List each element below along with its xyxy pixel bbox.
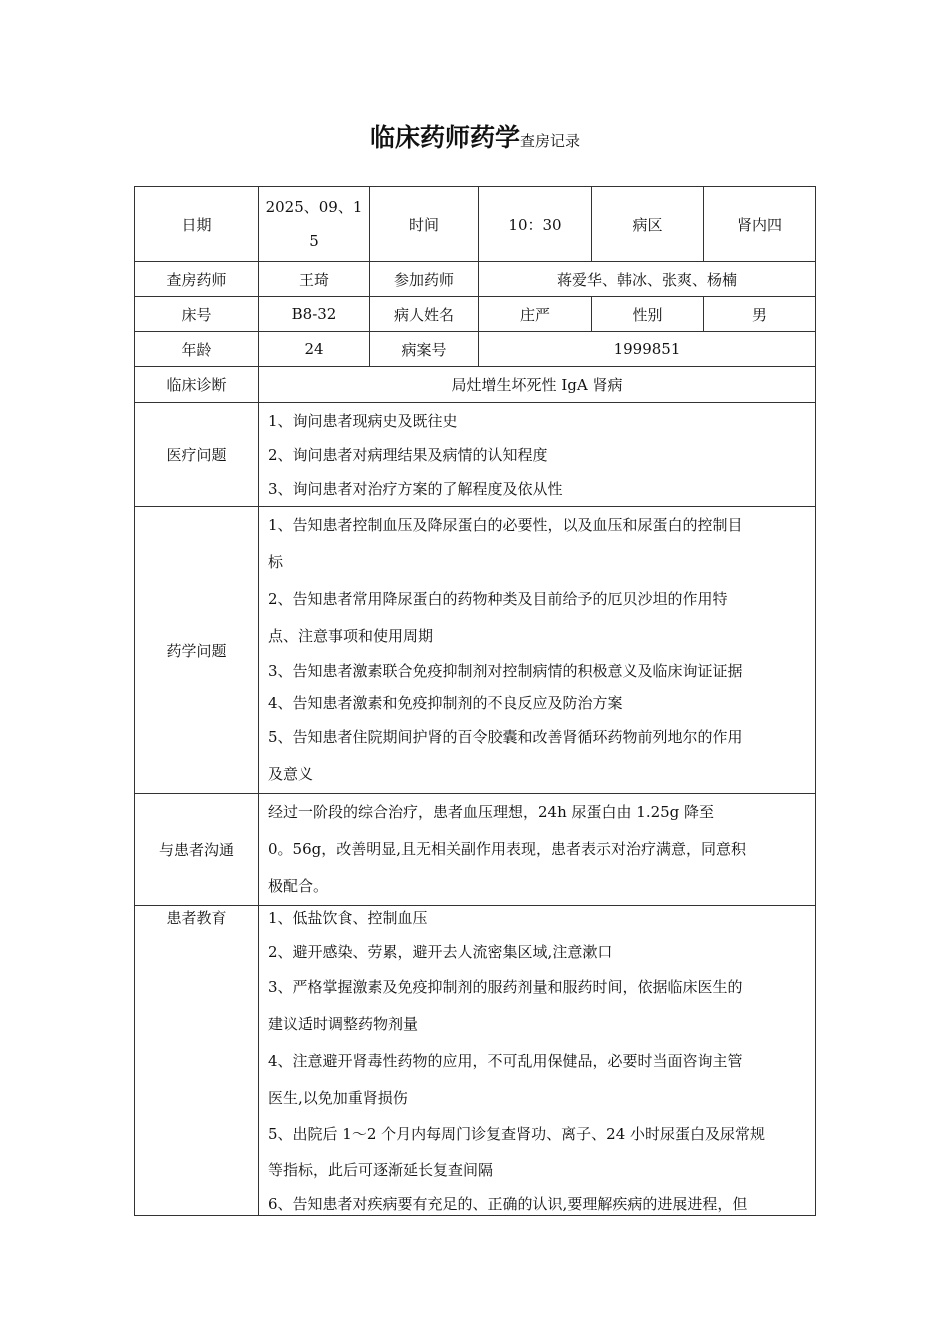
document-title (0, 118, 950, 161)
pharmacist-label: 查房药师 (135, 262, 259, 297)
bed-value: B8-32 (259, 297, 370, 332)
age-label: 年龄 (135, 332, 259, 367)
pharmacy-line: 4、告知患者激素和免疫抑制剂的不良反应及防治方案 (268, 694, 623, 712)
pharmacy-line: 5、告知患者住院期间护肾的百令胶囊和改善肾循环药物前列地尔的作用 (268, 728, 743, 746)
sex-label: 性别 (592, 297, 704, 332)
medical-line: 1、询问患者现病史及既往史 (268, 411, 458, 430)
row-communication (135, 794, 816, 906)
pharmacy-line: 及意义 (268, 765, 314, 783)
medical-issues-content (259, 403, 816, 507)
row-diagnosis (135, 367, 816, 403)
ward-label: 病区 (592, 187, 704, 262)
bed-label: 床号 (135, 297, 259, 332)
education-line: 医生,以免加重肾损伤 (268, 1089, 408, 1107)
pharmacy-line: 2、告知患者常用降尿蛋白的药物种类及目前给予的厄贝沙坦的作用特 (268, 590, 728, 608)
patient-name-label: 病人姓名 (370, 297, 479, 332)
ward-value: 肾内四 (704, 187, 816, 262)
time-value: 10：30 (479, 187, 592, 262)
date-label: 日期 (135, 187, 259, 262)
pharmacy-issues-content (259, 507, 816, 794)
age-value: 24 (259, 332, 370, 367)
row-pharmacist (135, 262, 816, 297)
patient-education-label: 患者教育 (135, 906, 259, 1216)
time-label: 时间 (370, 187, 479, 262)
date-value: 2025、09、1 5 (259, 187, 370, 262)
medical-issues-label: 医疗问题 (135, 403, 259, 507)
row-age (135, 332, 816, 367)
row-bed (135, 297, 816, 332)
diagnosis-value: 局灶增生坏死性 IgA 肾病 (259, 367, 816, 403)
patient-name-value: 庄严 (479, 297, 592, 332)
medical-line: 3、询问患者对治疗方案的了解程度及依从性 (268, 479, 563, 498)
pharmacy-line: 点、注意事项和使用周期 (268, 627, 434, 645)
patient-education-content (259, 906, 816, 1216)
pharmacist-value: 王琦 (259, 262, 370, 297)
education-line: 5、出院后 1～2 个月内每周门诊复查肾功、离子、24 小时尿蛋白及尿常规 (268, 1125, 766, 1143)
medical-line: 2、询问患者对病理结果及病情的认知程度 (268, 445, 548, 464)
education-line: 6、告知患者对疾病要有充足的、正确的认识,要理解疾病的进展进程，但 (268, 1195, 748, 1213)
row-date (135, 187, 816, 262)
communication-line: 极配合。 (268, 877, 329, 895)
row-pharmacy-issues (135, 507, 816, 794)
education-line: 3、严格掌握激素及免疫抑制剂的服药剂量和服药时间，依据临床医生的 (268, 978, 743, 996)
participants-label: 参加药师 (370, 262, 479, 297)
row-medical-issues (135, 403, 816, 507)
pharmacy-line: 1、告知患者控制血压及降尿蛋白的必要性，以及血压和尿蛋白的控制目 (268, 516, 743, 534)
education-line: 2、避开感染、劳累，避开去人流密集区域,注意漱口 (268, 943, 613, 961)
title-suffix: 查房记录 (520, 132, 581, 150)
communication-content (259, 794, 816, 906)
pharmacy-issues-label: 药学问题 (135, 507, 259, 794)
row-patient-education (135, 906, 816, 1216)
pharmacy-line: 3、告知患者激素联合免疫抑制剂对控制病情的积极意义及临床询证证据 (268, 662, 743, 680)
education-line: 建议适时调整药物剂量 (268, 1015, 419, 1033)
communication-line: 经过一阶段的综合治疗，患者血压理想，24h 尿蛋白由 1.25g 降至 (268, 803, 715, 821)
record-number-label: 病案号 (370, 332, 479, 367)
rounds-record-table (134, 186, 816, 1216)
participants-value: 蒋爱华、韩冰、张爽、杨楠 (479, 262, 816, 297)
pharmacy-line: 标 (268, 553, 284, 571)
title-main: 临床药师药学 (369, 123, 520, 152)
communication-label: 与患者沟通 (135, 794, 259, 906)
sex-value: 男 (704, 297, 816, 332)
education-line: 4、注意避开肾毒性药物的应用，不可乱用保健品，必要时当面咨询主管 (268, 1052, 743, 1070)
education-line: 1、低盐饮食、控制血压 (268, 909, 428, 927)
record-number-value: 1999851 (479, 332, 816, 367)
communication-line: 0。56g，改善明显,且无相关副作用表现，患者表示对治疗满意，同意积 (268, 840, 747, 858)
education-line: 等指标，此后可逐渐延长复查间隔 (268, 1161, 494, 1179)
diagnosis-label: 临床诊断 (135, 367, 259, 403)
